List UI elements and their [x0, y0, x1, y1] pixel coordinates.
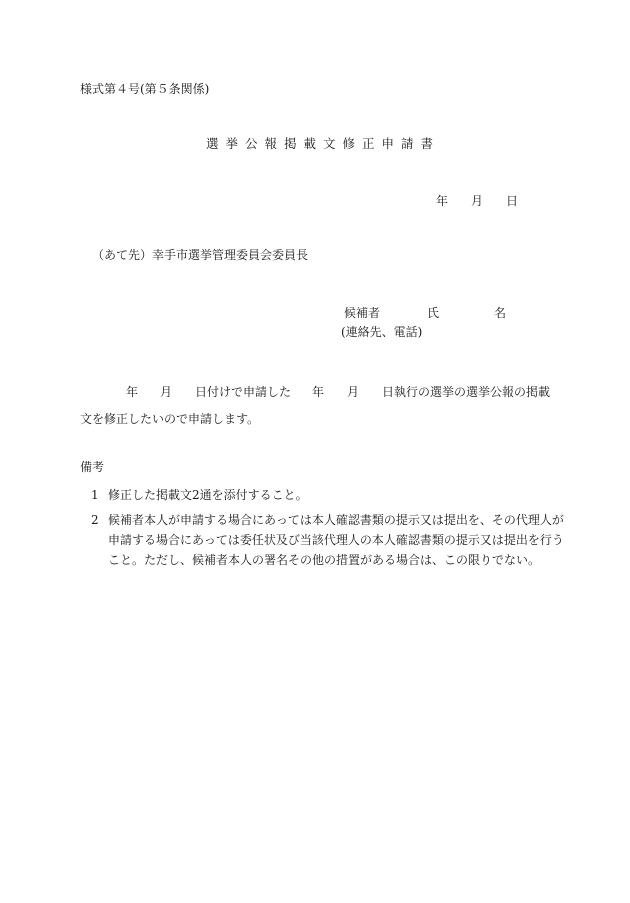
note-number: 1 — [91, 488, 99, 502]
name-label-1: 氏 — [427, 306, 440, 320]
body-part-1: 日付けで申請した — [195, 385, 292, 399]
note-item-1 — [91, 485, 571, 505]
form-number: 様式第４号(第５条関係) — [80, 82, 210, 96]
addressee: （あて先）幸手市選挙管理委員会委員長 — [92, 248, 309, 262]
note-item-2 — [91, 510, 571, 570]
note-text: 修正した掲載文2通を添付すること。 — [108, 488, 308, 502]
date-month: 月 — [471, 194, 484, 208]
body-part-2: 日執行の選挙の選挙公報の掲載 — [382, 385, 551, 399]
date-day: 日 — [506, 194, 519, 208]
note-text: 候補者本人が申請する場合にあっては本人確認書類の提示又は提出を、その代理人が申請する場合にあっては委任状及び当該代理人の本人確認書類の提示又は提出を行うこと。ただし、候補者本人の署名その他の措置がある場合は、この限りでない。 — [108, 513, 564, 567]
document-title: 選挙公報掲載文修正申請書 — [206, 136, 441, 151]
body-month-1: 月 — [160, 385, 173, 399]
contact-label: (連絡先、電話) — [341, 325, 423, 339]
body-year-1: 年 — [126, 385, 139, 399]
body-month-2: 月 — [347, 385, 360, 399]
note-number: 2 — [91, 513, 99, 527]
body-year-2: 年 — [312, 385, 325, 399]
body-line-2: 文を修正したいので申請します。 — [80, 412, 260, 426]
candidate-label: 候補者 — [344, 306, 381, 320]
name-label-2: 名 — [494, 306, 507, 320]
notes-heading: 備考 — [80, 460, 105, 474]
date-year: 年 — [436, 194, 449, 208]
